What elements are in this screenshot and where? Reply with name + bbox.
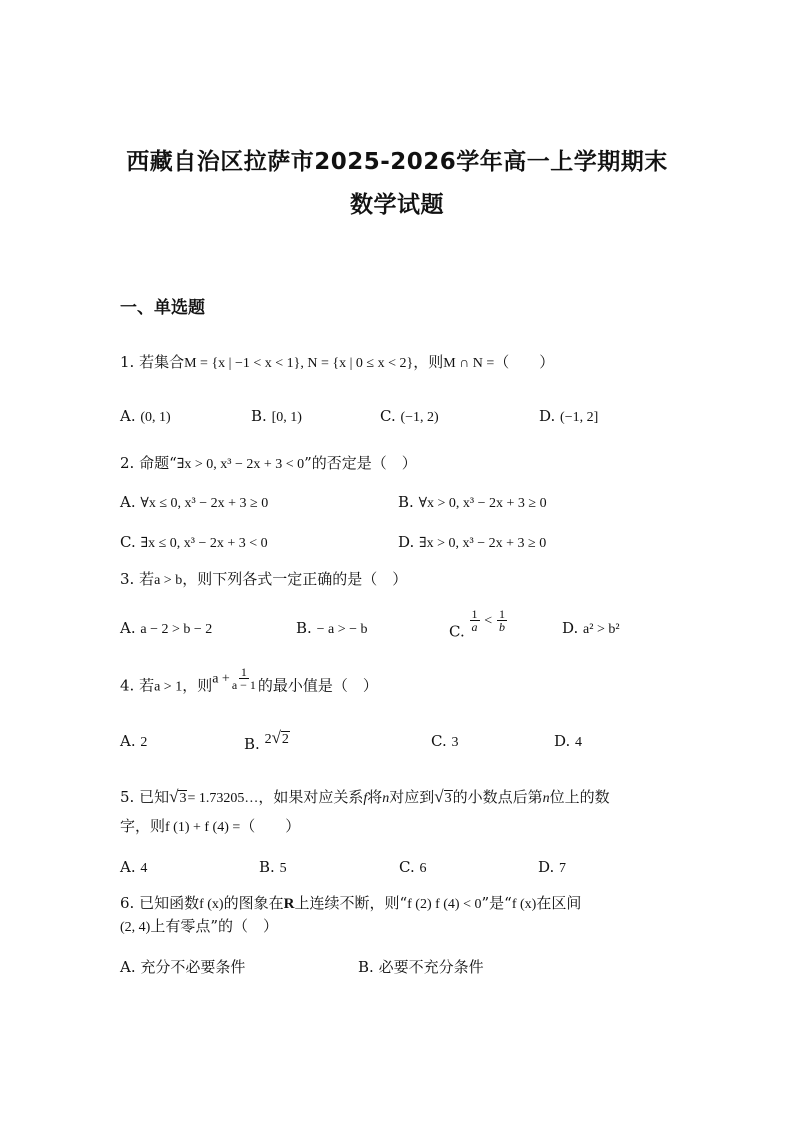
question-5-math2: f (1) + f (4) = — [165, 820, 241, 835]
fraction-numerator: 1 — [240, 665, 247, 679]
q6-option-a[interactable] — [120, 957, 245, 977]
option-label: B. — [358, 958, 374, 976]
q3-option-a[interactable] — [120, 618, 212, 640]
q1-option-c[interactable] — [380, 406, 439, 428]
question-5-line-1 — [120, 787, 610, 809]
q2-option-c[interactable] — [120, 532, 268, 554]
radical-sign-icon: √ — [434, 787, 444, 806]
q2-option-a[interactable] — [120, 492, 268, 514]
question-4 — [120, 666, 378, 698]
option-label: B. — [251, 407, 267, 425]
question-6-text: 在区间 — [536, 894, 582, 912]
option-label: A. — [120, 619, 136, 637]
q5-option-a[interactable] — [120, 857, 147, 879]
option-text: a − 2 > b − 2 — [140, 622, 213, 637]
q2-option-d[interactable] — [398, 532, 546, 554]
option-text: 必要不充分条件 — [378, 958, 484, 976]
option-text: 2 — [140, 735, 148, 750]
question-6-math3: f (x) — [511, 897, 537, 912]
option-text: 6 — [419, 861, 427, 876]
question-6-math2: f (2) f (4) < 0 — [407, 897, 482, 912]
question-1-tail: （ ） — [494, 353, 555, 371]
question-6-math: f (x) — [199, 897, 224, 912]
q2-option-b[interactable] — [398, 492, 547, 514]
option-text: (0, 1) — [140, 410, 171, 425]
question-1-math2: M ∩ N = — [443, 356, 495, 371]
sqrt-radicand: 3 — [179, 791, 187, 806]
option-text: 5 — [279, 861, 287, 876]
option-text: ∃x > 0, x³ − 2x + 3 ≥ 0 — [419, 536, 547, 551]
radical-sign-icon: √ — [271, 728, 281, 747]
question-5-line-2 — [120, 816, 300, 838]
fraction-numerator: 1 — [471, 607, 478, 621]
question-1 — [120, 352, 554, 374]
option-label: C. — [120, 533, 136, 551]
q1-option-b[interactable] — [251, 406, 302, 428]
fraction-denominator: b — [498, 620, 505, 634]
option-label: A. — [120, 407, 136, 425]
function-f: f — [363, 791, 368, 806]
option-label: C. — [449, 622, 465, 641]
variable-n: n — [542, 791, 550, 806]
option-label: D. — [554, 732, 571, 750]
square-root-of-3 — [434, 787, 452, 809]
question-1-math: M = {x | −1 < x < 1}, N = {x | 0 ≤ x < 2} — [184, 356, 414, 371]
option-text: a² > b² — [583, 622, 620, 637]
q5-option-b[interactable] — [259, 857, 287, 879]
option-label: C. — [380, 407, 396, 425]
square-root-expression — [265, 728, 290, 750]
less-than-operator: < — [484, 613, 493, 629]
question-6-label: 6. 已知函数 — [120, 894, 200, 912]
option-text: ∀x > 0, x³ − 2x + 3 ≥ 0 — [418, 496, 547, 511]
option-label: A. — [120, 493, 136, 511]
question-2 — [120, 453, 417, 475]
question-5-text: ，如果对应关系 — [258, 788, 364, 806]
question-6-text: 的图象在 — [223, 894, 284, 912]
question-5-text: 字，则 — [120, 817, 166, 835]
question-6-text: ”是“ — [481, 894, 512, 912]
radical-sign-icon: √ — [169, 787, 179, 806]
option-text: ∀x ≤ 0, x³ − 2x + 3 ≥ 0 — [140, 496, 269, 511]
question-5-label: 5. 已知 — [120, 788, 170, 806]
section-heading-single-choice: 一、单选题 — [120, 298, 205, 318]
option-label: A. — [120, 958, 136, 976]
sqrt-radicand: 2 — [281, 732, 289, 747]
option-text: 4 — [140, 861, 148, 876]
option-label: A. — [120, 732, 136, 750]
question-4-label: 4. 若 — [120, 676, 155, 695]
question-4-tail: 的最小值是（ ） — [257, 676, 378, 695]
question-5-text: 将 — [367, 788, 383, 806]
question-5-tail: （ ） — [240, 817, 301, 835]
sqrt-coefficient: 2 — [264, 732, 272, 747]
q3-option-c[interactable] — [449, 608, 507, 642]
question-4-math: a > 1 — [154, 679, 183, 695]
option-label: D. — [398, 533, 415, 551]
q4-option-a[interactable] — [120, 731, 147, 753]
q1-option-d[interactable] — [539, 406, 598, 428]
option-label: D. — [539, 407, 556, 425]
fraction-denominator: a − 1 — [231, 678, 256, 692]
question-1-label: 1. 若集合 — [120, 353, 185, 371]
square-root-of-3 — [169, 787, 187, 809]
question-6-line-1 — [120, 893, 581, 915]
option-text: [0, 1) — [271, 410, 302, 425]
fraction-denominator: a — [471, 620, 478, 634]
fraction-1-over-b — [497, 608, 507, 633]
question-4-math2: a + — [212, 671, 230, 687]
q1-option-a[interactable] — [120, 406, 171, 428]
option-text: 充分不必要条件 — [140, 958, 246, 976]
sqrt-radicand: 3 — [444, 791, 452, 806]
question-3-tail: ，则下列各式一定正确的是（ ） — [182, 570, 408, 588]
option-text: ∃x ≤ 0, x³ − 2x + 3 < 0 — [140, 536, 268, 551]
option-label: B. — [398, 493, 414, 511]
question-2-label: 2. 命题“ — [120, 454, 177, 472]
q3-option-d[interactable] — [562, 618, 620, 640]
q5-option-d[interactable] — [538, 857, 566, 879]
q5-option-c[interactable] — [399, 857, 427, 879]
question-3-math: a > b — [154, 573, 183, 588]
fraction-numerator: 1 — [498, 607, 505, 621]
question-6-text: 上有零点”的（ ） — [150, 917, 278, 935]
question-2-math: ∃x > 0, x³ − 2x + 3 < 0 — [176, 457, 305, 472]
fraction-1-over-a-minus-1 — [230, 666, 258, 691]
option-text: 7 — [559, 861, 567, 876]
q3-option-b[interactable] — [296, 618, 367, 640]
question-6-interval: (2, 4) — [120, 920, 151, 935]
real-numbers-symbol: R — [283, 896, 295, 912]
question-4-mid: ，则 — [182, 676, 213, 695]
q4-option-c[interactable] — [431, 731, 459, 753]
question-6-text: 上连续不断，则“ — [294, 894, 408, 912]
question-5-text: 的小数点后第 — [452, 788, 543, 806]
option-label: A. — [120, 858, 136, 876]
option-label: B. — [244, 735, 260, 753]
document-title-line2: 数学试题 — [350, 192, 444, 218]
option-label: D. — [562, 619, 579, 637]
option-text: 4 — [575, 735, 583, 750]
option-text: (−1, 2] — [560, 410, 599, 425]
option-text: 3 — [451, 735, 459, 750]
document-title-line1: 西藏自治区拉萨市2025-2026学年高一上学期期末 — [126, 149, 668, 175]
q6-option-b[interactable] — [358, 957, 484, 977]
option-text: − a > − b — [316, 622, 368, 637]
question-1-mid: ，则 — [413, 353, 444, 371]
q4-option-b[interactable] — [244, 728, 290, 754]
option-label: C. — [399, 858, 415, 876]
option-label: D. — [538, 858, 555, 876]
question-6-line-2 — [120, 916, 278, 938]
q4-option-d[interactable] — [554, 731, 582, 753]
option-label: B. — [296, 619, 312, 637]
question-2-tail: ”的否定是（ ） — [304, 454, 417, 472]
variable-n: n — [382, 791, 390, 806]
option-text: (−1, 2) — [400, 410, 439, 425]
question-3 — [120, 569, 407, 591]
question-5-math: = 1.73205… — [187, 791, 259, 806]
question-5-text: 对应到 — [389, 788, 435, 806]
option-label: B. — [259, 858, 275, 876]
option-label: C. — [431, 732, 447, 750]
question-3-label: 3. 若 — [120, 570, 155, 588]
fraction-1-over-a — [470, 608, 480, 633]
question-5-text: 位上的数 — [549, 788, 610, 806]
